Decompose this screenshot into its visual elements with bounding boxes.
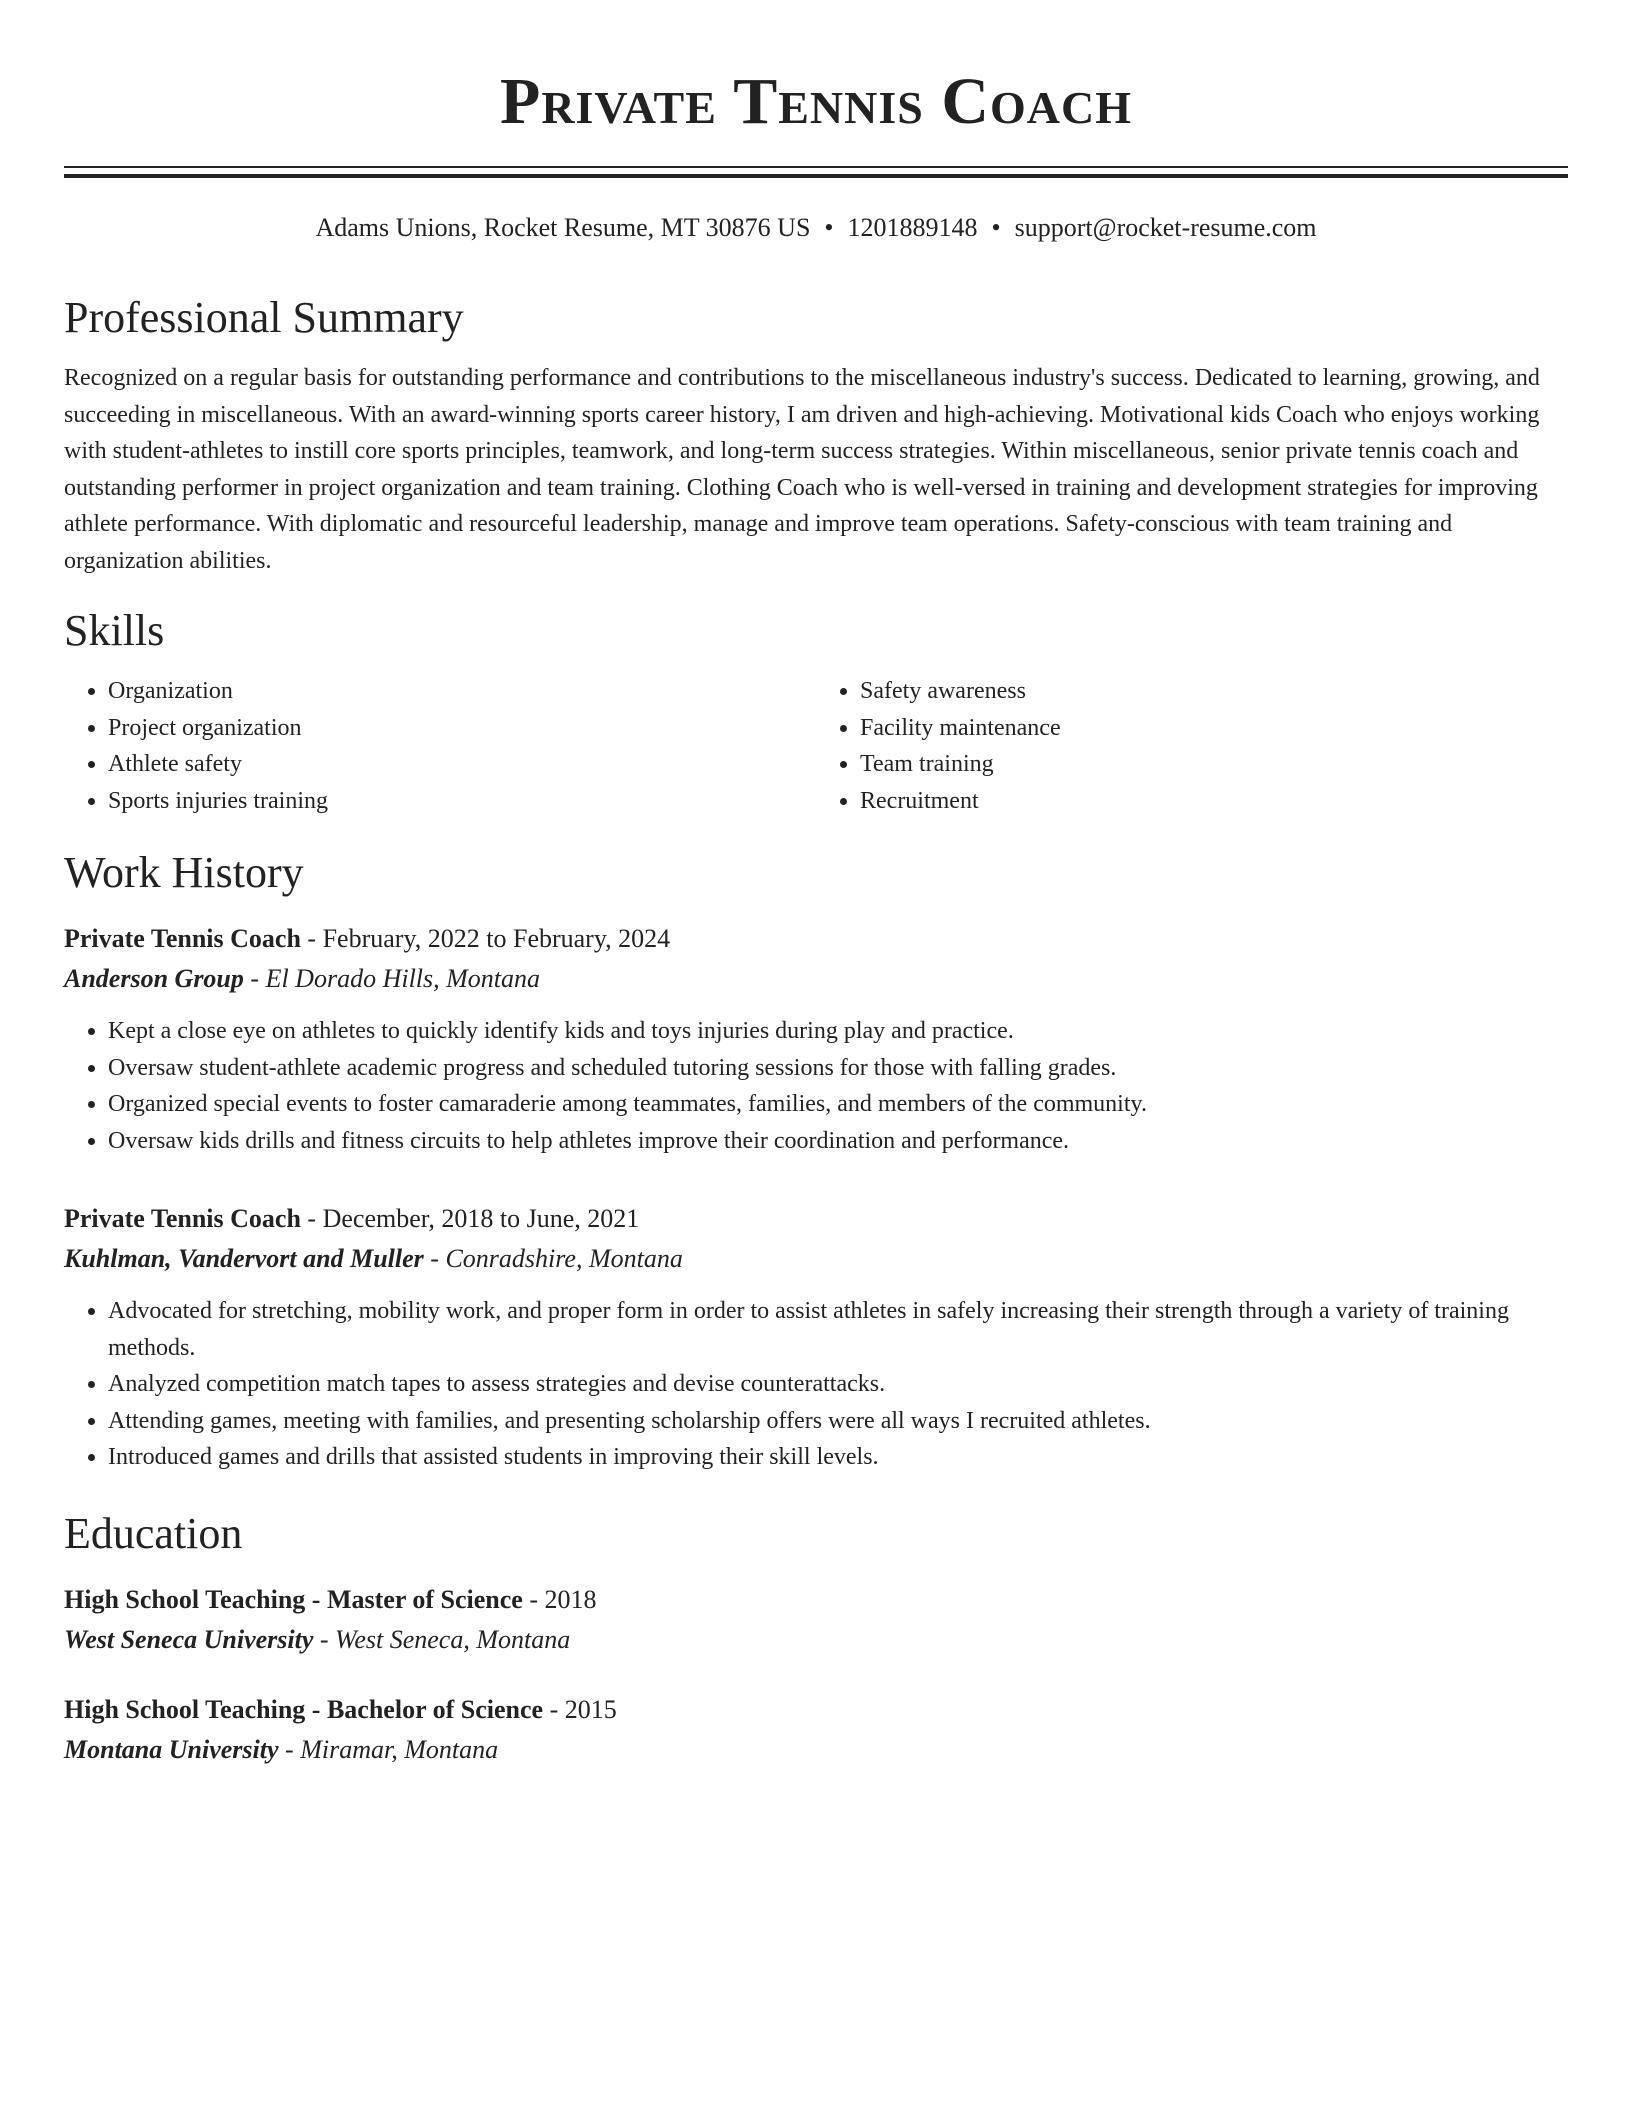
- job-bullet: • Analyzed competition match tapes to assess strategies and devise counterattacks.: [108, 1366, 1568, 1403]
- job-title: Private Tennis Coach: [64, 924, 301, 953]
- contact-phone: 1201889148: [847, 213, 978, 242]
- job-header: Private Tennis Coach - February, 2022 to February, 2024: [64, 924, 671, 953]
- skills-list-left: [64, 673, 816, 819]
- education-year: 2018: [544, 1584, 597, 1614]
- education-year: 2015: [564, 1694, 617, 1724]
- job-bullet: • Organized special events to foster camaraderie among teammates, families, and members of the community.: [108, 1086, 1568, 1123]
- skills-columns: [64, 673, 1568, 819]
- header-rule-thin: [64, 166, 1568, 168]
- skill-item: • Sports injuries training: [108, 783, 816, 820]
- education-school-line: West Seneca University - West Seneca, Montana: [64, 1624, 571, 1654]
- contact-address: Adams Unions, Rocket Resume, MT 30876 US: [315, 213, 811, 242]
- skills-section: [64, 603, 1568, 819]
- job-bullet: • Oversaw student-athlete academic progress and scheduled tutoring sessions for those with falling grades.: [108, 1050, 1568, 1087]
- job-bullet: • Advocated for stretching, mobility work, and proper form in order to assist athletes in safely increasing their strength through a variety of training methods.: [108, 1293, 1568, 1366]
- job-bullet: • Introduced games and drills that assisted students in improving their skill levels.: [108, 1439, 1568, 1476]
- education-degree: High School Teaching - Bachelor of Science: [64, 1694, 544, 1724]
- education-location: Miramar, Montana: [300, 1734, 499, 1764]
- skills-list-right: [816, 673, 1568, 819]
- skills-heading: Skills: [64, 606, 165, 655]
- job-bullets: [64, 1013, 1568, 1159]
- job-location: El Dorado Hills, Montana: [265, 964, 541, 993]
- summary-heading: Professional Summary: [64, 293, 464, 342]
- job-dates: February, 2022 to February, 2024: [322, 924, 671, 953]
- education-school: West Seneca University: [64, 1624, 314, 1654]
- job-employer: Anderson Group - El Dorado Hills, Montana: [64, 964, 541, 993]
- skill-item: • Recruitment: [860, 783, 1568, 820]
- contact-separator: •: [991, 213, 1001, 242]
- education-school: Montana University: [64, 1734, 279, 1764]
- skill-item: • Project organization: [108, 710, 816, 747]
- skill-item: • Facility maintenance: [860, 710, 1568, 747]
- contact-separator: •: [824, 213, 834, 242]
- job-title: Private Tennis Coach: [64, 1204, 301, 1233]
- education-section: [64, 1506, 1568, 1770]
- education-entry: [64, 1580, 1568, 1660]
- job-bullets: [64, 1293, 1568, 1476]
- job-employer: Kuhlman, Vandervort and Muller - Conradshire, Montana: [64, 1244, 683, 1273]
- resume-name: Private Tennis Coach: [500, 65, 1132, 138]
- skill-item: • Safety awareness: [860, 673, 1568, 710]
- job-header: Private Tennis Coach - December, 2018 to June, 2021: [64, 1204, 640, 1233]
- job-company: Anderson Group: [64, 964, 244, 993]
- job-bullet: • Oversaw kids drills and fitness circuits to help athletes improve their coordination and performance.: [108, 1123, 1568, 1160]
- skill-item: • Athlete safety: [108, 746, 816, 783]
- contact-line: [64, 210, 1568, 246]
- education-heading: Education: [64, 1508, 243, 1558]
- work-history-heading: Work History: [64, 848, 304, 897]
- education-location: West Seneca, Montana: [335, 1624, 571, 1654]
- education-degree: High School Teaching - Master of Science: [64, 1584, 523, 1614]
- summary-text: Recognized on a regular basis for outstanding performance and contributions to the miscellaneous industry's success. Dedicated to learning, growing, and succeeding in miscellaneous. With an award-winning sports career history, I am driven and high-achieving. Motivational kids Coach who enjoys working with student-athletes to instill core sports principles, teamwork, and long-term success strategies. Within miscellaneous, senior private tennis coach and outstanding performer in project organization and team training. Clothing Coach who is well-versed in training and development strategies for improving athlete performance. With diplomatic and resourceful leadership, manage and improve team operations. Safety-conscious with team training and organization abilities.: [64, 365, 1540, 574]
- summary-section: [64, 290, 1568, 579]
- job-entry: [64, 919, 1568, 1159]
- education-school-line: Montana University - Miramar, Montana: [64, 1734, 499, 1764]
- skill-item: • Team training: [860, 746, 1568, 783]
- job-entry: [64, 1199, 1568, 1476]
- education-header: High School Teaching - Bachelor of Science - 2015: [64, 1694, 617, 1724]
- job-location: Conradshire, Montana: [445, 1244, 683, 1273]
- contact-email: support@rocket-resume.com: [1014, 213, 1317, 242]
- header-rule-thick: [64, 174, 1568, 178]
- job-company: Kuhlman, Vandervort and Muller: [64, 1244, 424, 1273]
- job-bullet: • Kept a close eye on athletes to quickly identify kids and toys injuries during play and practice.: [108, 1013, 1568, 1050]
- job-bullet: • Attending games, meeting with families, and presenting scholarship offers were all ways I recruited athletes.: [108, 1403, 1568, 1440]
- job-dates: December, 2018 to June, 2021: [322, 1204, 640, 1233]
- work-history-section: [64, 845, 1568, 1476]
- education-entry: [64, 1690, 1568, 1770]
- skill-item: • Organization: [108, 673, 816, 710]
- education-header: High School Teaching - Master of Science - 2018: [64, 1584, 597, 1614]
